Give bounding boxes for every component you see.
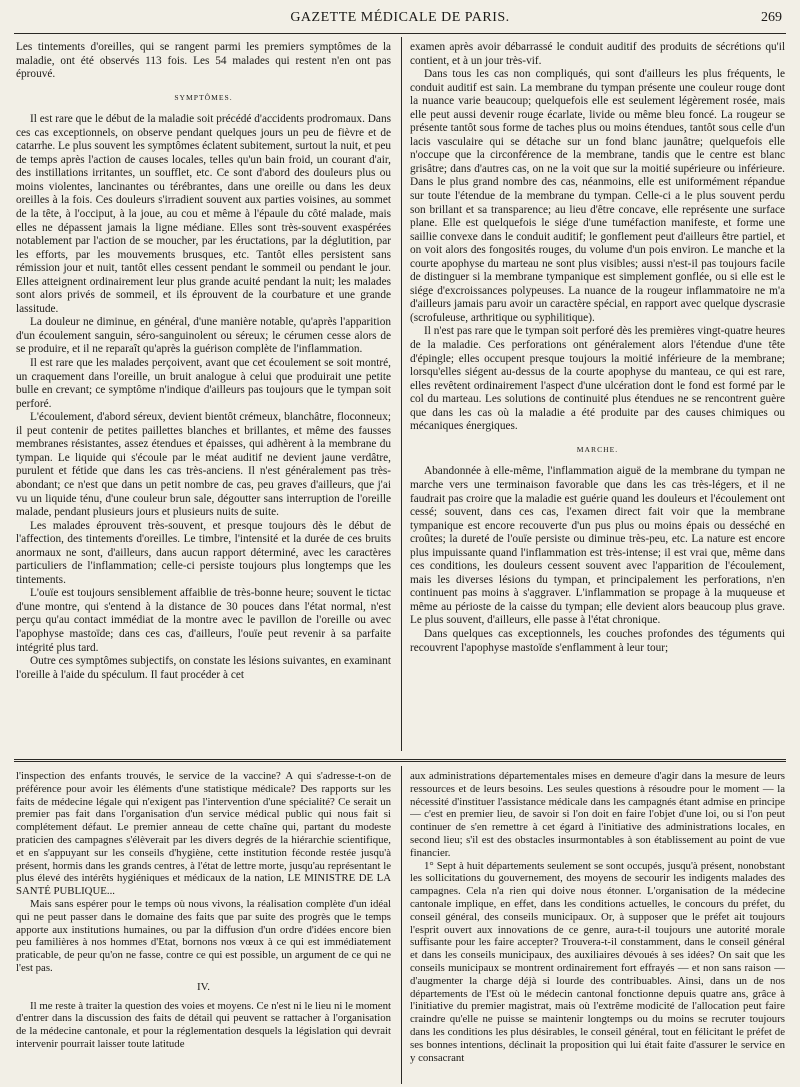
upper-right-column [410, 41, 785, 753]
section-heading: IV. [197, 980, 210, 993]
paragraph: Il est rare que les malades perçoivent, avant que cet écoulement se soit montré, un craquement dans l'oreille, un bruit analogue à celui que produirait une petite bulle en crevant; ce symptôme n'indique d'ailleurs pas toujours que le tympan soit perforé. [16, 357, 391, 410]
paragraph: 1° Sept à huit départements seulement se sont occupés, jusqu'à présent, nonobstant les sollicitations du gouvernement, des moyens de secourir les indigents malades des campagnes. Cela n'a rien qui doive nous étonner. L'organisation de la médecine cantonale implique, en effet, dans les conditions actuelles, le concours du préfet, du conseil général, des conseils municipaux. Or, à supposer que le préfet ait toujours l'esprit ouvert aux innovations de ce genre, aura-t-il toujours une autorité morale suffisante pour les faire accepter? Trouvera-t-il constamment, dans le conseil général et dans les conseils municipaux, des auxiliaires dévoués à ses idées? On sait que les conseils municipaux se montrent ordinairement fort effrayés — et non sans raison — d'augmenter la charge déjà si lourde des contribuables. Ainsi, dans un de nos départements de l'Est où le médecin cantonal fonctionne depuis quatre ans, grâce à l'initiative du premier magistrat, mais où l'extrême modicité de l'allocation peut faire craindre qu'elle ne puisse se maintenir longtemps ou du moins se recruter toujours dans les conditions les plus désirables, le conseil général, tout en félicitant le préfet de ses bonnes intentions, déclinait la proposition qui lui était faite d'assurer le service en y consacrant [410, 859, 785, 1064]
paragraph: Il n'est pas rare que le tympan soit perforé dès les premières vingt-quatre heures de la maladie. Ces perforations ont généralement alors l'étendue d'une tête d'épingle; elles occupent presque toujours la moitié inférieure de la membrane; lorsqu'elles siégent au-dessus de la courte apophyse du manteau, ce qui est rare, elles revêtent ordinairement l'aspect d'une ulcération dont le fond est formé par le col du marteau. Les solutions de continuité plus étendues ne se rencontrent guère que dans les cas où la maladie a été produite par des causes chimiques ou mécaniques énergiques. [410, 325, 785, 433]
lower-right-column [410, 770, 785, 1084]
paragraph: L'ouïe est toujours sensiblement affaiblie de très-bonne heure; souvent le tictac d'une montre, qui s'entend à la distance de 30 pouces dans l'état normal, n'est perçu qu'au contact immédiat de la montre avec le pavillon de l'oreille ou avec l'apophyse mastoïde; dans ces cas, d'ailleurs, l'ouïe peut revenir à sa parfaite intégrité plus tard. [16, 587, 391, 654]
journal-title: GAZETTE MÉDICALE DE PARIS. [290, 10, 510, 25]
paragraph: Les malades éprouvent très-souvent, et presque toujours dès le début de l'affection, des tintements d'oreilles. Le timbre, l'intensité et la durée de ces bruits anormaux ne sont, d'ailleurs, dans aucun rapport déterminé, avec les caractères particuliers de l'inflammation; celle-ci persiste toujours plus longtemps que les tintements. [16, 519, 391, 586]
paragraph: Mais sans espérer pour le temps où nous vivons, la réalisation complète d'un idéal qui ne peut passer dans le domaine des faits que par suite des progrès que le temps apporte aux institutions humaines, ou par la diffusion d'un ordre d'idées encore bien peu familières à nos hommes d'Etat, bornons nos vœux à ce qui est immédiatement praticable, de peur qu'on ne fasse, contre ce qui est possible, un argument de ce qui ne l'est pas. [16, 897, 391, 974]
lower-left-column [16, 770, 391, 1084]
page-number: 269 [761, 10, 782, 25]
paragraph: aux administrations départementales mises en demeure d'agir dans la mesure de leurs ressources et de leurs besoins. Les seules questions à résoudre pour le moment — la nécessité d'instituer l'assistance médicale dans les campagnés étant admise en principe— c'est en premier lieu, de savoir si l'on doit en faire l'objet d'une loi, ou si l'on peut continuer de s'en remettre à cet égard à l'initiative des administrations locales, en second lieu; s'il est des obstacles insurmontables à son établissement au point de vue financier. [410, 770, 785, 859]
paragraph: Dans quelques cas exceptionnels, les couches profondes des téguments qui recouvrent l'apophyse mastoïde s'enflamment à leur tour; [410, 627, 785, 654]
column-divider-lower [401, 766, 402, 1084]
paragraph: La douleur ne diminue, en général, d'une manière notable, qu'après l'apparition d'un écoulement sanguin, séro-sanguinolent ou séreux; le cérumen cesse alors de se produire, et il ne reparaît qu'après la guérison complète de l'inflammation. [16, 316, 391, 356]
paragraph: Abandonnée à elle-même, l'inflammation aiguë de la membrane du tympan ne marche vers une terminaison favorable que dans les cas très-légers, et il ne faudrait pas croire que la maladie est guérie quand les douleurs et l'écoulement ont cessé; souvent, dans ces cas, l'examen direct fait voir que la membrane tympanique est encore recouverte d'un pus plus ou moins épais ou desséché en croûtes; la dureté de l'ouïe persiste ou diminue très-peu, etc. La nature est encore plus impuissante quand l'inflammation est très-intense; il est vrai que, même dans ces conditions, les douleurs cessent souvent avec l'apparition de l'écoulement, mais les diverses lésions du tympan, et principalement les perforations, n'en continuent pas moins à s'aggraver. L'inflammation se propage à la muqueuse et même au périoste de la caisse du tympan; elle devient alors beaucoup plus grave. Le plus souvent, d'ailleurs, elle passe à l'état chronique. [410, 465, 785, 627]
paragraph: Dans tous les cas non compliqués, qui sont d'ailleurs les plus fréquents, le conduit auditif est sain. La membrane du tympan présente une couleur rouge dont la nuance varie beaucoup; quelquefois elle est seulement légèrement rosée, mais elle peut aussi devenir rouge écarlate, livide ou même bleu foncé. La rougeur se présente tantôt sous forme de taches plus ou moins étendues, tantôt sous celle d'un lacis vasculaire qui se détache sur un fond blanc jaunâtre; quelquefois elle n'occupe que la circonférence de la membrane, tandis que le centre est blanc grisâtre; dans d'autres cas, on ne la voit que sur la moitié supérieure ou inférieure. Dans le plus grand nombre des cas, néanmoins, elle est uniformément répandue sur toute l'étendue de la membrane du tympan. Celle-ci a le plus souvent perdu son brillant et sa transparence; au lieu d'être concave, elle représente une surface plane. Elle est quelquefois le siége d'une tuméfaction manifeste, et forme une saillie convexe dans le conduit auditif; le gonflement peut d'ailleurs être partiel, et on voit alors des fongosités rouges, du volume d'un pois environ. Le manche et la courte apophyse du marteau ne sont plus visibles; aussi n'est-il pas toujours facile de distinguer si la membrane tympanique est simplement gonflée, ou si elle est le siége d'excroissances polypeuses. La nuance de la rougeur inflammatoire ne m'a d'ailleurs jamais paru avoir un caractère spécial, en rapport avec quelque dyscrasie (scrofuleuse, arthritique ou syphilitique). [410, 68, 785, 324]
upper-left-column [16, 41, 391, 753]
paragraph: l'inspection des enfants trouvés, le service de la vaccine? A qui s'adresse-t-on de préférence pour avoir les éléments d'une statistique médicale? Des rapports sur les faits de médecine légale qui n'exigent pas l'intervention d'une spécialité? Ce serait un premier pas fait dans l'organisation d'un service médical public qui nous fait si complétement défaut. Le premier anneau de cette chaîne qui, partant du modeste praticien des campagnes s'élèverait par les divers degrés de la hiérarchie scientifique, et en s'appuyant sur les conseils d'hygiène, cette institution féconde restée jusqu'à présent, hormis dans les grands centres, à l'état de lettre morte, jusqu'au représentant le plus élevé des intérêts hygiéniques et médicaux de la nation, LE MINISTRE DE LA SANTÉ PUBLIQUE... [16, 770, 391, 898]
page-header [14, 8, 786, 30]
section-heading: MARCHE. [576, 444, 619, 454]
paragraph: examen après avoir débarrassé le conduit auditif des produits de sécrétions qu'il contient, et à un jour très-vif. [410, 41, 785, 67]
header-rule [14, 33, 786, 34]
paragraph: Outre ces symptômes subjectifs, on constate les lésions suivantes, en examinant l'oreille à l'aide du spéculum. Il faut procéder à cet [16, 655, 391, 681]
paragraph: Les tintements d'oreilles, qui se rangent parmi les premiers symptômes de la maladie, ont été observés 113 fois. Les 54 malades qui restent n'en ont pas éprouvé. [16, 41, 391, 81]
section-separator [14, 759, 786, 762]
column-divider-upper [401, 37, 402, 751]
paragraph: L'écoulement, d'abord séreux, devient bientôt crémeux, blanchâtre, floconneux; il peut contenir de petites paillettes blanches et brillantes, et même des fausses membranes résistantes, assez étendues et épaisses, qui adhèrent à la membrane du tympan. Le liquide qui s'écoule par le méat auditif ne devient jaune verdâtre, purulent et fétide que dans les cas très-anciens. Il n'est généralement pas très-abondant; ce n'est que dans un petit nombre de cas, peu graves d'ailleurs, que j'ai vu un liquide ténu, d'une couleur brun sale, dégoutter sans interruption de l'oreille malade, pendant plusieurs jours et plusieurs nuits de suite. [16, 411, 391, 519]
paragraph: Il me reste à traiter la question des voies et moyens. Ce n'est ni le lieu ni le moment d'entrer dans la discussion des faits de détail qui peuvent se rattacher à l'organisation de la médecine cantonale, et pour la réglementation desquels la législation qui devrait intervenir pourrait laisser toute latitude [16, 999, 391, 1050]
paragraph: Il est rare que le début de la maladie soit précédé d'accidents prodromaux. Dans ces cas exceptionnels, on observe pendant quelques jours un peu de fièvre et de catarrhe. Le plus souvent les symptômes éclatent subitement, surtout la nuit, et peu de temps après l'action de causes locales, telles qu'un bain froid, un courant d'air, des instillations irritantes, un soufflet, etc. Ce sont d'abord des douleurs plus ou moins violentes, lancinantes ou térébrantes, dans une oreille ou dans les deux oreilles à la fois. Ces douleurs s'irradient souvent aux parties voisines, au sommet de la tête, à l'occiput, à la joue, au cou et même à l'épaule du côté malade, mais elles ne dépassent jamais la ligne médiane. Elles sont très-souvent exaspérées notablement par l'action de se moucher, par les éructations, par la déglutition, par les efforts, par les mouvements brusques, etc. Tantôt elles persistent sans rémission jour et nuit, tantôt elles cessent pendant le sommeil ou pendant le jour. Elles atteignent ordinairement leur plus grande acuité pendant la nuit; les malades sont alors privés de sommeil, et ils éprouvent de la courbature et une grande lassitude. [16, 113, 391, 315]
section-heading: SYMPTÔMES. [174, 92, 233, 102]
